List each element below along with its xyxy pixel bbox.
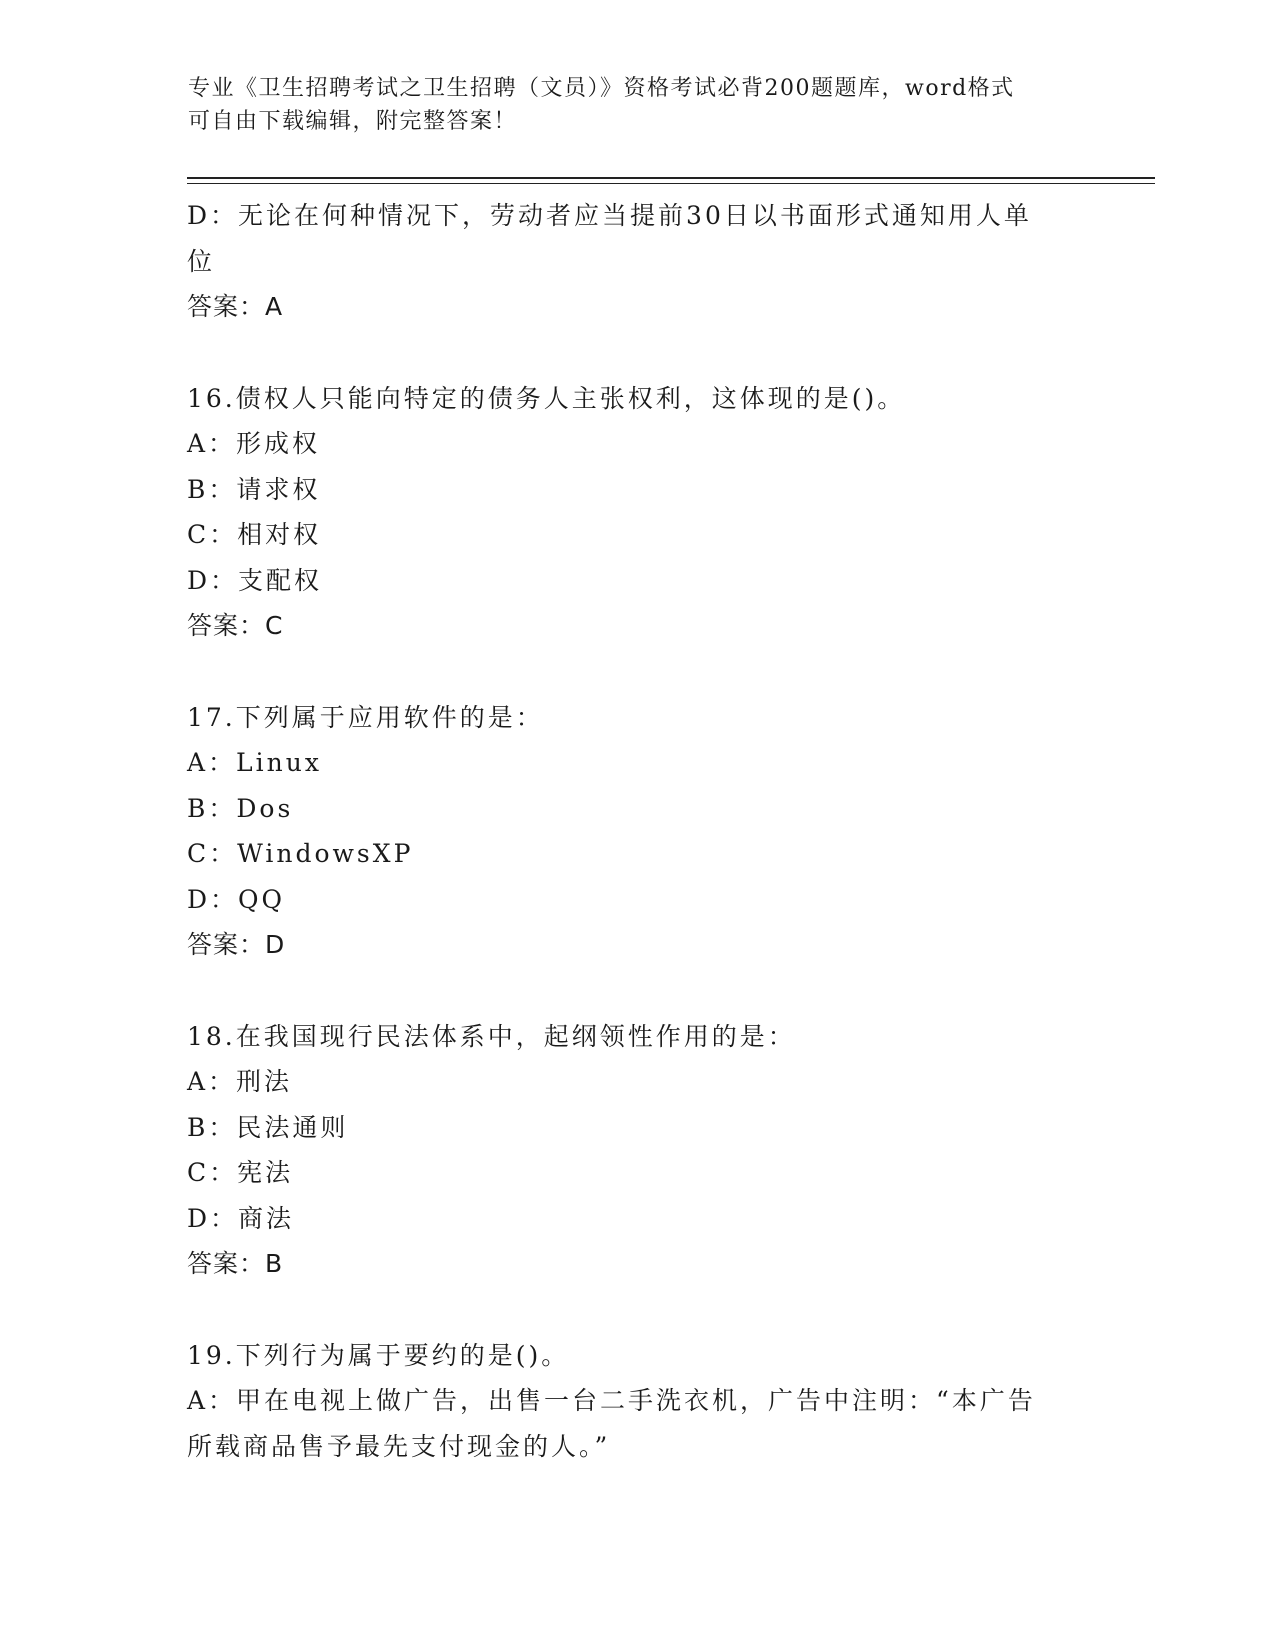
- option-c: C：WindowsXP: [187, 839, 414, 868]
- header-divider-thin: [187, 183, 1155, 184]
- option-c: C：宪法: [187, 1158, 294, 1187]
- option-d: D：QQ: [187, 884, 286, 914]
- option-b: B：民法通则: [187, 1112, 349, 1142]
- option-d: D：无论在何种情况下，劳动者应当提前30日以书面形式通知用人单: [187, 201, 1032, 230]
- question-list: [187, 193, 1087, 1469]
- question-text: 19.下列行为属于要约的是()。: [187, 1340, 570, 1370]
- question-18: [187, 1014, 1087, 1287]
- question-17: [187, 695, 1087, 968]
- option-a: A：形成权: [187, 429, 321, 458]
- question-text: 17.下列属于应用软件的是：: [187, 702, 544, 732]
- answer-line: 答案：C: [187, 611, 284, 640]
- option-d: D：商法: [187, 1203, 295, 1233]
- answer-line: 答案：B: [187, 1249, 284, 1278]
- spacer: [187, 968, 1087, 1014]
- option-b: B：Dos: [187, 793, 294, 823]
- spacer: [187, 649, 1087, 695]
- header-title-line-2: 可自由下载编辑，附完整答案！: [188, 109, 518, 134]
- option-d-continued: 位: [187, 246, 216, 276]
- question-16: [187, 376, 1087, 649]
- spacer: [187, 1287, 1087, 1333]
- question-19: [187, 1333, 1087, 1470]
- option-b: B：请求权: [187, 474, 321, 504]
- question-text: 18.在我国现行民法体系中，起纲领性作用的是：: [187, 1021, 796, 1051]
- question-text: 16.债权人只能向特定的债务人主张权利，这体现的是()。: [187, 383, 906, 413]
- answer-line: 答案：D: [187, 930, 286, 959]
- option-a: A：Linux: [187, 748, 322, 777]
- option-a: A：甲在电视上做广告，出售一台二手洗衣机，广告中注明：“本广告: [187, 1386, 1036, 1415]
- spacer: [187, 330, 1087, 376]
- document-header: [188, 72, 1088, 138]
- option-c: C：相对权: [187, 520, 322, 549]
- header-title-line-1: 专业《卫生招聘考试之卫生招聘（文员）》资格考试必背200题题库，word格式: [188, 76, 1015, 101]
- option-a: A：刑法: [187, 1067, 293, 1096]
- option-a-continued: 所载商品售予最先支付现金的人。”: [187, 1431, 611, 1461]
- header-divider-thick: [187, 177, 1155, 179]
- answer-line: 答案：A: [187, 292, 284, 321]
- option-d: D：支配权: [187, 565, 323, 595]
- previous-question-tail: [187, 193, 1087, 330]
